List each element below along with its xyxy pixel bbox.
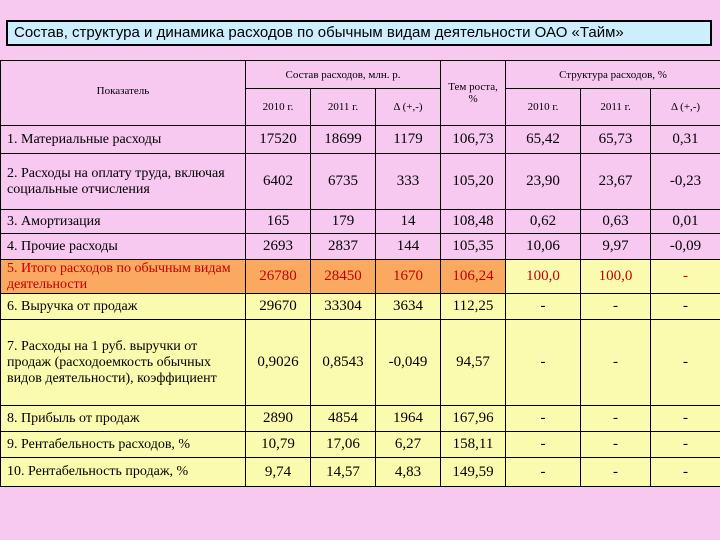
row-value: 23,67 <box>581 154 651 210</box>
row-value: 17520 <box>246 126 311 154</box>
row-value: - <box>506 320 581 406</box>
header-indicator: Показатель <box>1 61 246 126</box>
table-row <box>1 126 720 154</box>
row-value: - <box>506 294 581 320</box>
row-value: 149,59 <box>441 458 506 487</box>
row-label: 6. Выручка от продаж <box>1 294 246 320</box>
row-value: 100,0 <box>506 260 581 294</box>
row-value: 0,63 <box>581 210 651 234</box>
row-value: 106,73 <box>441 126 506 154</box>
row-value: 106,24 <box>441 260 506 294</box>
row-value: 0,8543 <box>311 320 376 406</box>
header-2011: 2011 г. <box>311 89 376 126</box>
expenses-table <box>0 60 720 487</box>
row-label: 5. Итого расходов по обычным видам деятельности <box>1 260 246 294</box>
table-row <box>1 320 720 406</box>
row-label: 10. Рентабельность продаж, % <box>1 458 246 487</box>
row-value: - <box>581 432 651 458</box>
row-value: - <box>581 320 651 406</box>
header-struct-2011: 2011 г. <box>581 89 651 126</box>
row-value: -0,049 <box>376 320 441 406</box>
row-value: 29670 <box>246 294 311 320</box>
row-value: - <box>506 432 581 458</box>
row-value: 105,35 <box>441 234 506 260</box>
header-growth: Тем роста, % <box>441 61 506 126</box>
row-value: 0,01 <box>651 210 720 234</box>
row-value: 1964 <box>376 406 441 432</box>
row-value: 108,48 <box>441 210 506 234</box>
row-value: - <box>651 260 720 294</box>
row-value: 2890 <box>246 406 311 432</box>
row-value: 28450 <box>311 260 376 294</box>
row-value: 2837 <box>311 234 376 260</box>
row-label: 9. Рентабельность расходов, % <box>1 432 246 458</box>
table-row <box>1 154 720 210</box>
row-value: 167,96 <box>441 406 506 432</box>
row-label: 2. Расходы на оплату труда, включая социальные отчисления <box>1 154 246 210</box>
row-value: 23,90 <box>506 154 581 210</box>
row-value: - <box>581 406 651 432</box>
row-value: 65,73 <box>581 126 651 154</box>
row-value: - <box>651 432 720 458</box>
row-value: - <box>506 458 581 487</box>
table-row <box>1 260 720 294</box>
row-value: -0,23 <box>651 154 720 210</box>
row-label: 7. Расходы на 1 руб. выручки от продаж (расходоемкость обычных видов деятельности), коэффициент <box>1 320 246 406</box>
row-value: 6,27 <box>376 432 441 458</box>
row-value: 9,74 <box>246 458 311 487</box>
row-value: 10,06 <box>506 234 581 260</box>
row-value: - <box>506 406 581 432</box>
header-composition: Состав расходов, млн. р. <box>246 61 441 89</box>
table-row <box>1 210 720 234</box>
table-row <box>1 294 720 320</box>
table-row <box>1 234 720 260</box>
row-value: - <box>581 458 651 487</box>
row-value: 333 <box>376 154 441 210</box>
row-value: 1670 <box>376 260 441 294</box>
row-value: 0,31 <box>651 126 720 154</box>
row-value: 112,25 <box>441 294 506 320</box>
row-label: 1. Материальные расходы <box>1 126 246 154</box>
row-value: 26780 <box>246 260 311 294</box>
header-2010: 2010 г. <box>246 89 311 126</box>
row-label: 3. Амортизация <box>1 210 246 234</box>
row-value: - <box>651 406 720 432</box>
table-row <box>1 458 720 487</box>
header-struct-2010: 2010 г. <box>506 89 581 126</box>
row-value: 179 <box>311 210 376 234</box>
row-value: 18699 <box>311 126 376 154</box>
row-value: 4854 <box>311 406 376 432</box>
row-value: 10,79 <box>246 432 311 458</box>
table-row <box>1 432 720 458</box>
row-value: 9,97 <box>581 234 651 260</box>
row-value: -0,09 <box>651 234 720 260</box>
row-value: 158,11 <box>441 432 506 458</box>
row-value: 105,20 <box>441 154 506 210</box>
row-value: 33304 <box>311 294 376 320</box>
row-value: 144 <box>376 234 441 260</box>
row-value: 4,83 <box>376 458 441 487</box>
row-value: 14,57 <box>311 458 376 487</box>
row-value: 1179 <box>376 126 441 154</box>
row-value: 17,06 <box>311 432 376 458</box>
table-row <box>1 406 720 432</box>
row-value: 3634 <box>376 294 441 320</box>
table-body <box>1 126 720 487</box>
row-value: 100,0 <box>581 260 651 294</box>
row-value: 0,9026 <box>246 320 311 406</box>
header-delta: Δ (+,-) <box>376 89 441 126</box>
row-label: 8. Прибыль от продаж <box>1 406 246 432</box>
row-value: 65,42 <box>506 126 581 154</box>
row-value: - <box>651 294 720 320</box>
row-value: - <box>651 458 720 487</box>
row-value: - <box>651 320 720 406</box>
header-struct-delta: Δ (+,-) <box>651 89 720 126</box>
row-value: 6402 <box>246 154 311 210</box>
row-value: 6735 <box>311 154 376 210</box>
row-value: 94,57 <box>441 320 506 406</box>
row-value: 2693 <box>246 234 311 260</box>
header-structure: Структура расходов, % <box>506 61 720 89</box>
page-title: Состав, структура и динамика расходов по обычным видам деятельности ОАО «Тайм» <box>6 20 712 46</box>
row-label: 4. Прочие расходы <box>1 234 246 260</box>
row-value: - <box>581 294 651 320</box>
row-value: 14 <box>376 210 441 234</box>
row-value: 0,62 <box>506 210 581 234</box>
row-value: 165 <box>246 210 311 234</box>
